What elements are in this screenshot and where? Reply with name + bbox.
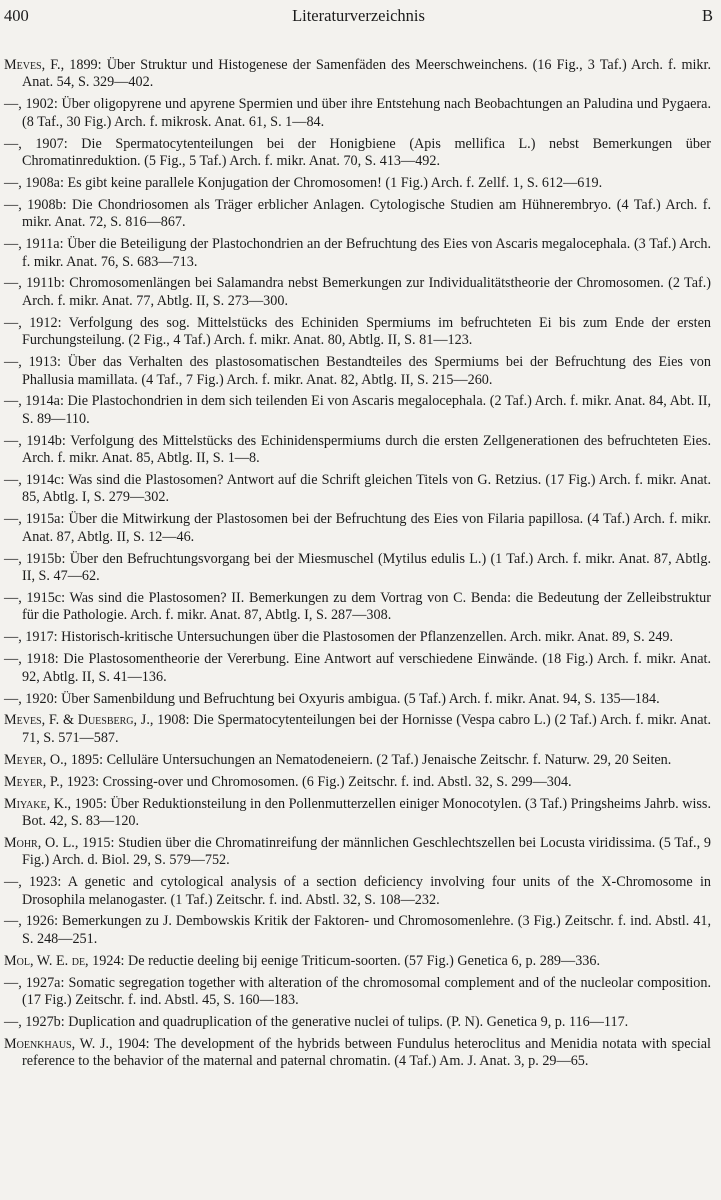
bibliography-entry bbox=[4, 1036, 711, 1071]
bibliography-entry bbox=[4, 975, 711, 1010]
entry-text: , 1920: Über Samenbildung und Befruchtung bei Oxyuris ambigua. (5 Taf.) Arch. f. mikr. Anat. 94, S. 135—184. bbox=[18, 690, 660, 707]
entry-text: 1915: Studien über die Chromatinreifung der männlichen Geschlechtszellen bei Locusta viridissima. (5 Taf., 9 Fig.) Arch. d. Biol. 29, S. 579—752. bbox=[22, 834, 712, 869]
entry-text: 1905: Über Reduktionsteilung in den Pollenmutterzellen einiger Monocotylen. (3 Taf.) Pringsheims Jahrb. wiss. Bot. 42, S. 83—120. bbox=[22, 795, 711, 829]
bibliography-entry bbox=[4, 590, 711, 625]
entry-author: — bbox=[4, 974, 19, 991]
entry-text: 1908: Die Spermatocytenteilungen bei der Hornisse (Vespa cabro L.) (2 Taf.) Arch. f. mikr. Anat. 71, S. 571—587. bbox=[22, 712, 711, 746]
entry-text: , 1908b: Die Chondriosomen als Träger erblicher Anlagen. Cytologische Studien am Hühnerembryo. (4 Taf.) Arch. f. mikr. Anat. 72, S. 816—867. bbox=[18, 196, 711, 231]
entry-author: — bbox=[4, 135, 19, 152]
entry-author: — bbox=[4, 275, 19, 292]
bibliography-entry bbox=[4, 275, 711, 310]
entry-text: 1924: De reductie deeling bij eenige Triticum-soorten. (57 Fig.) Genetica 6, p. 289—336. bbox=[88, 952, 601, 969]
bibliography-entry bbox=[4, 511, 711, 546]
entry-text: , 1923: A genetic and cytological analysis of a section deficiency involving four units of the X-Chromosome in Drosophila melanogaster. (1 Taf.) Zeitschr. f. ind. Abstl. 32, S. 108—232. bbox=[18, 874, 711, 908]
bibliography-entry bbox=[4, 197, 711, 232]
entry-text: , 1915c: Was sind die Plastosomen? II. Bemerkungen zu dem Vortrag von C. Benda: die Bedeutung der Zelleibstruktur für die Pathologie. Arch. f. mikr. Anat. 87, Abtlg. I, S. 287—308. bbox=[18, 589, 711, 624]
entry-text: , 1907: Die Spermatocytenteilungen bei der Honigbiene (Apis mellifica L.) nebst Bemerkungen über Chromatinreduktion. (5 Fig., 5 Taf.) Arch. f. mikr. Anat. 70, S. 413—492. bbox=[18, 135, 711, 170]
entry-text: , 1911b: Chromosomenlängen bei Salamandra nebst Bemerkungen zur Individualitätstheorie der Chromosomen. (2 Taf.) Arch. f. mikr. Anat. 77, Abtlg. II, S. 273—300. bbox=[18, 275, 711, 309]
entry-text: 1923: Crossing-over und Chromosomen. (6 Fig.) Zeitschr. f. ind. Abstl. 32, S. 299—304. bbox=[63, 773, 572, 790]
bibliography-entry bbox=[4, 236, 711, 271]
entry-author: — bbox=[4, 1014, 19, 1030]
entry-author: — bbox=[4, 472, 19, 489]
entry-text: , 1914a: Die Plastochondrien in dem sich teilenden Ei von Ascaris megalocephala. (2 Taf.) Arch. f. mikr. Anat. 84, Abt. II, S. 89—110. bbox=[18, 393, 711, 427]
entry-author: — bbox=[4, 174, 19, 191]
entry-author: Mol, W. E. de, bbox=[4, 952, 89, 969]
entry-text: 1895: Celluläre Untersuchungen an Nematodeneiern. (2 Taf.) Jenaische Zeitschr. f. Naturw. 29, 20 Seiten. bbox=[67, 751, 672, 768]
bibliography-entry bbox=[4, 691, 711, 708]
entry-text: , 1913: Über das Verhalten des plastosomatischen Bestandteiles des Spermiums bei der Befruchtung des Eies von Phallusia mamillata. (4 Taf., 7 Fig.) Arch. f. mikr. Anat. 82, Abtlg. II, S. 215—260. bbox=[18, 354, 711, 388]
bibliography-entry bbox=[4, 136, 711, 171]
page-header bbox=[4, 6, 713, 30]
entry-author: Moenkhaus, W. J., bbox=[4, 1035, 113, 1052]
bibliography-entry bbox=[4, 629, 711, 646]
bibliography-entry bbox=[4, 953, 711, 970]
entry-text: , 1926: Bemerkungen zu J. Dembowskis Kritik der Faktoren- und Chromosomenlehre. (3 Fig.) Zeitschr. f. ind. Abstl. 41, S. 248—251. bbox=[18, 913, 711, 947]
entry-text: , 1908a: Es gibt keine parallele Konjugation der Chromosomen! (1 Fig.) Arch. f. Zellf. 1, S. 612—619. bbox=[18, 174, 603, 191]
bibliography-entry bbox=[4, 57, 711, 92]
entry-text: , 1927a: Somatic segregation together with alteration of the chromosomal complement and of the nucleolar composition. (17 Fig.) Zeitschr. f. ind. Abstl. 45, S. 160—183. bbox=[18, 974, 711, 1009]
bibliography-entry bbox=[4, 1014, 711, 1031]
entry-author: — bbox=[4, 432, 19, 449]
section-letter: B bbox=[701, 6, 713, 25]
entry-author: — bbox=[4, 690, 19, 707]
entry-text: 1899: Über Struktur und Histogenese der Samenfäden des Meerschweinchens. (16 Fig., 3 Taf.) Arch. f. mikr. Anat. 54, S. 329—402. bbox=[22, 57, 712, 91]
bibliography-entry bbox=[4, 712, 711, 747]
bibliography-entry bbox=[4, 433, 711, 468]
bibliography-entry bbox=[4, 752, 711, 769]
entry-author: Meves, F. & Duesberg, J., bbox=[4, 712, 154, 729]
entry-author: — bbox=[4, 96, 19, 113]
entry-author: — bbox=[4, 874, 19, 891]
entry-author: Meyer, P., bbox=[4, 773, 64, 790]
entry-text: , 1911a: Über die Beteiligung der Plastochondrien an der Befruchtung des Eies von Ascaris megalocephala. (3 Taf.) Arch. f. mikr. Anat. 76, S. 683—713. bbox=[18, 236, 711, 270]
entry-author: — bbox=[4, 511, 19, 528]
entry-author: — bbox=[4, 354, 19, 371]
bibliography-list bbox=[4, 57, 711, 1075]
bibliography-entry bbox=[4, 913, 711, 948]
entry-author: — bbox=[4, 314, 19, 331]
bibliography-entry bbox=[4, 354, 711, 389]
bibliography-entry bbox=[4, 651, 711, 686]
bibliography-entry bbox=[4, 551, 711, 586]
entry-text: , 1914b: Verfolgung des Mittelstücks des Echinidenspermiums durch die ersten Zellgenerationen des befruchteten Eies. Arch. f. mikr. Anat. 85, Abtlg. II, S. 1—8. bbox=[18, 432, 711, 467]
entry-author: Meyer, O., bbox=[4, 751, 68, 768]
entry-author: — bbox=[4, 651, 19, 668]
entry-text: , 1914c: Was sind die Plastosomen? Antwort auf die Schrift gleichen Titels von G. Retzius. (17 Fig.) Arch. f. mikr. Anat. 85, Abtlg. I, S. 279—302. bbox=[18, 472, 711, 506]
entry-text: , 1915b: Über den Befruchtungsvorgang bei der Miesmuschel (Mytilus edulis L.) (1 Taf.) Arch. f. mikr. Anat. 87, Abtlg. II, S. 47—62. bbox=[18, 550, 711, 585]
entry-author: — bbox=[4, 236, 19, 253]
entry-author: — bbox=[4, 589, 19, 606]
bibliography-entry bbox=[4, 774, 711, 791]
entry-author: — bbox=[4, 393, 19, 410]
entry-text: , 1915a: Über die Mitwirkung der Plastosomen bei der Befruchtung des Eies von Filaria papillosa. (4 Taf.) Arch. f. mikr. Anat. 87, Abtlg. II, S. 12—46. bbox=[18, 511, 711, 545]
page-number: 400 bbox=[4, 6, 29, 25]
bibliography-entry bbox=[4, 315, 711, 350]
entry-text: , 1902: Über oligopyrene und apyrene Spermien und über ihre Entstehung nach Beobachtungen an Paludina und Pygaera. (8 Taf., 30 Fig.) Arch. f. mikrosk. Anat. 61, S. 1—84. bbox=[18, 96, 711, 130]
entry-author: Miyake, K., bbox=[4, 795, 72, 812]
entry-author: — bbox=[4, 913, 19, 930]
bibliography-entry bbox=[4, 874, 711, 909]
bibliography-entry bbox=[4, 835, 711, 870]
bibliography-entry bbox=[4, 96, 711, 131]
entry-author: — bbox=[4, 196, 19, 213]
entry-text: , 1912: Verfolgung des sog. Mittelstücks des Echiniden Spermiums im befruchteten Ei bis zum Ende der ersten Furchungsteilung. (2 Fig., 4 Taf.) Arch. f. mikr. Anat. 80, Abtlg. II, S. 81—123. bbox=[18, 314, 711, 349]
entry-text: , 1927b: Duplication and quadruplication of the generative nuclei of tulips. (P. N). Genetica 9, p. 116—117. bbox=[18, 1014, 629, 1030]
entry-text: 1904: The development of the hybrids between Fundulus heteroclitus and Menidia notata with special reference to the behavior of the maternal and paternal chromatin. (4 Taf.) Am. J. Anat. 3, p. 29—65. bbox=[22, 1035, 712, 1070]
bibliography-entry bbox=[4, 393, 711, 428]
entry-author: Meves, F., bbox=[4, 57, 65, 73]
entry-author: — bbox=[4, 550, 19, 567]
entry-text: , 1917: Historisch-kritische Untersuchungen über die Plastosomen der Pflanzenzellen. Arch. mikr. Anat. 89, S. 249. bbox=[18, 629, 674, 646]
bibliography-entry bbox=[4, 796, 711, 831]
bibliography-entry bbox=[4, 472, 711, 507]
entry-author: Mohr, O. L., bbox=[4, 834, 79, 851]
entry-text: , 1918: Die Plastosomentheorie der Vererbung. Eine Antwort auf verschiedene Einwände. (18 Fig.) Arch. f. mikr. Anat. 92, Abtlg. II, S. 41—136. bbox=[18, 651, 711, 685]
bibliography-entry bbox=[4, 175, 711, 192]
entry-author: — bbox=[4, 629, 19, 646]
running-title: Literaturverzeichnis bbox=[292, 6, 425, 25]
